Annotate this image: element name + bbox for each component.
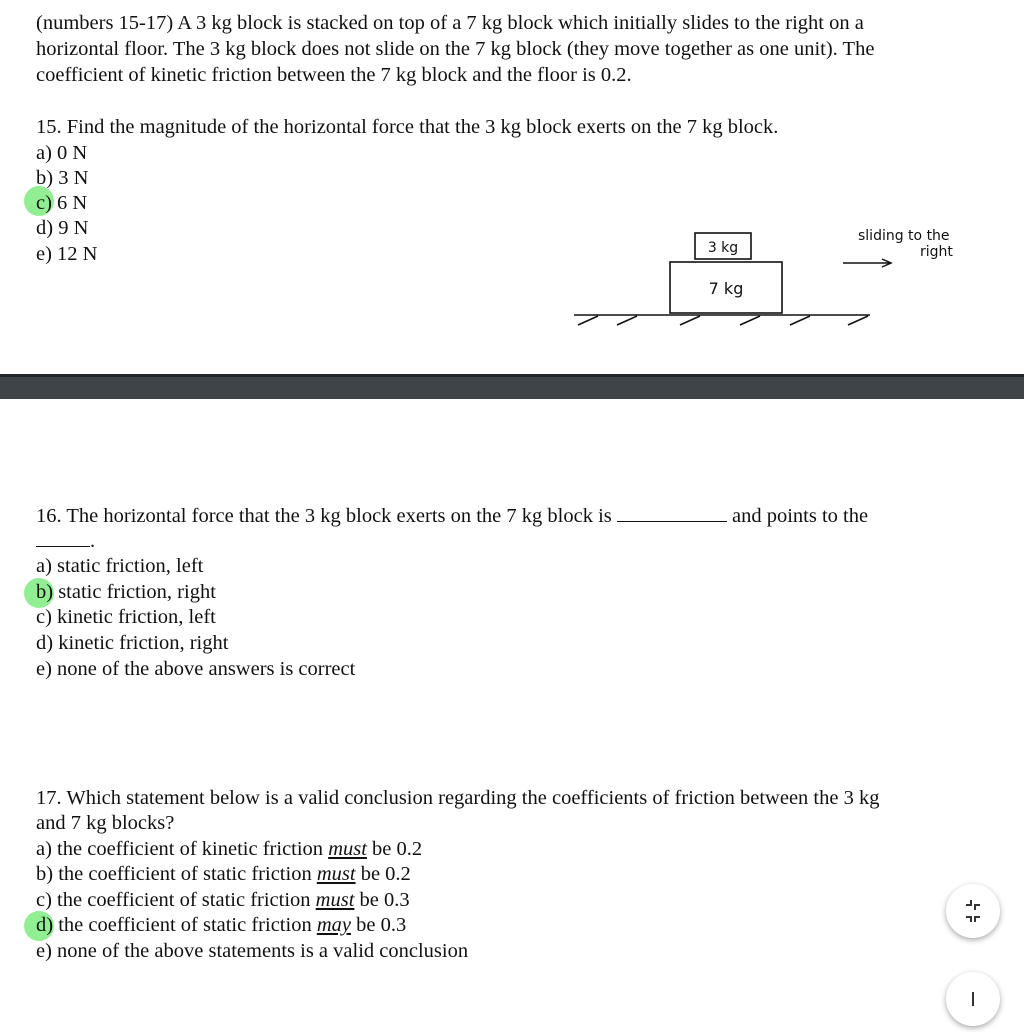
plus-icon [946,972,1000,1026]
question-15-text: 15. Find the magnitude of the horizontal force that the 3 kg block exerts on the 7 kg block. [36,116,779,138]
q15-option-d: d) 9 N [36,217,89,239]
motion-label-line-2: right [920,244,953,260]
answer-blank-2 [36,530,90,547]
answer-blank [617,503,727,522]
top-block-label: 3 kg [707,240,739,256]
q16-option-b: b) static friction, right [36,581,216,603]
q17-option-e: e) none of the above statements is a valid conclusion [36,940,469,962]
problem-intro-line-1: (numbers 15-17) A 3 kg block is stacked on top of a 7 kg block which initially slides to the right on a [36,12,864,34]
q17-option-a: a) the coefficient of kinetic friction must be 0.2 [36,838,423,860]
q16-option-e: e) none of the above answers is correct [36,658,356,680]
question-16-blank-line: . [36,528,95,554]
q15-option-b: b) 3 N [36,167,89,189]
q15-option-c: c) 6 N [36,192,88,214]
q17-option-c: c) the coefficient of static friction must be 0.3 [36,889,410,911]
motion-label-line-1: sliding to the [858,228,950,244]
problem-intro-line-3: coefficient of kinetic friction between the 7 kg block and the floor is 0.2. [36,64,632,86]
q16-option-c: c) kinetic friction, left [36,606,216,628]
q15-option-a: a) 0 N [36,142,88,164]
q16-option-d: d) kinetic friction, right [36,632,229,654]
section-divider [0,374,1024,399]
question-16-text [36,503,868,529]
floor-hatching [578,316,868,325]
question-17-text-line-2: and 7 kg blocks? [36,812,175,834]
question-17-text-line-1: 17. Which statement below is a valid conclusion regarding the coefficients of friction between the 3 kg [36,787,880,809]
question-16-start: 16. The horizontal force that the 3 kg block exerts on the 7 kg block is [36,505,612,527]
block-diagram [560,220,980,340]
problem-intro-line-2: horizontal floor. The 3 kg block does not slide on the 7 kg block (they move together as one unit). The [36,38,875,60]
secondary-floating-button[interactable] [946,972,1000,1026]
question-16-mid: and points to the [732,505,869,527]
collapse-button[interactable] [946,884,1000,938]
collapse-arrows-icon [946,884,1000,938]
q17-option-b: b) the coefficient of static friction must be 0.2 [36,863,411,885]
right-arrow-icon [843,259,891,267]
q16-option-a: a) static friction, left [36,555,204,577]
q15-option-e: e) 12 N [36,243,98,265]
q17-option-d: d) the coefficient of static friction may be 0.3 [36,914,407,936]
bottom-block-label: 7 kg [708,279,744,298]
